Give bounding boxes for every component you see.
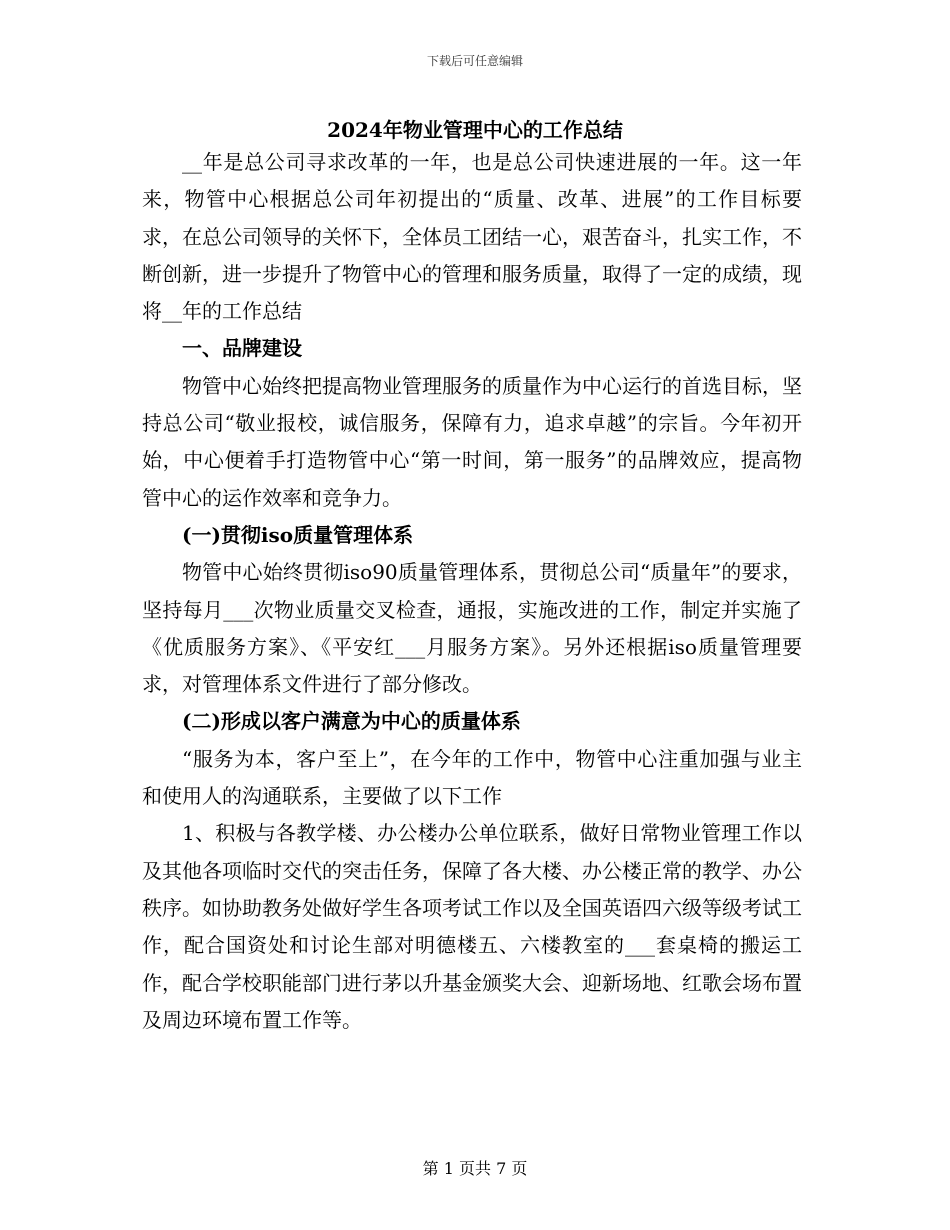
document-body: [142, 144, 802, 1039]
document-title: 2024年物业管理中心的工作总结: [327, 118, 623, 142]
page-number: 第 1 页共 7 页: [422, 1159, 528, 1178]
iso-paragraph: 物管中心始终贯彻iso90质量管理体系，贯彻总公司“质量年”的要求，坚持每月___次物业质量交叉检查，通报，实施改进的工作，制定并实施了《优质服务方案》、《平安红___月服务方案》。另外还根据iso质量管理要求，对管理体系文件进行了部分修改。: [142, 560, 802, 697]
customer-paragraph: “服务为本，客户至上”，在今年的工作中，物管中心注重加强与业主和使用人的沟通联系，主要做了以下工作: [142, 746, 802, 809]
section-heading-brand: 一、品牌建设: [182, 336, 302, 361]
subsection-heading-customer: (二)形成以客户满意为中心的质量体系: [182, 709, 521, 734]
subsection-heading-iso: (一)贯彻iso质量管理体系: [182, 522, 414, 547]
intro-paragraph: __年是总公司寻求改革的一年，也是总公司快速进展的一年。这一年来，物管中心根据总公司年初提出的“质量、改革、进展”的工作目标要求，在总公司领导的关怀下，全体员工团结一心，艰苦奋斗，扎实工作，不断创新，进一步提升了物管中心的管理和服务质量，取得了一定的成绩，现将__年的工作总结: [142, 150, 802, 324]
brand-paragraph: 物管中心始终把提高物业管理服务的质量作为中心运行的首选目标，坚持总公司“敬业报校，诚信服务，保障有力，追求卓越”的宗旨。今年初开始，中心便着手打造物管中心“第一时间，第一服务”的品牌效应，提高物管中心的运作效率和竞争力。: [142, 373, 802, 510]
list-item-1: 1、积极与各教学楼、办公楼办公单位联系，做好日常物业管理工作以及其他各项临时交代的突击任务，保障了各大楼、办公楼正常的教学、办公秩序。如协助教务处做好学生各项考试工作以及全国英语四六级等级考试工作，配合国资处和讨论生部对明德楼五、六楼教室的___套桌椅的搬运工作，配合学校职能部门进行茅以升基金颁奖大会、迎新场地、红歌会场布置及周边环境布置工作等。: [142, 821, 802, 1032]
page-header: 下载后可任意编辑: [426, 54, 523, 68]
